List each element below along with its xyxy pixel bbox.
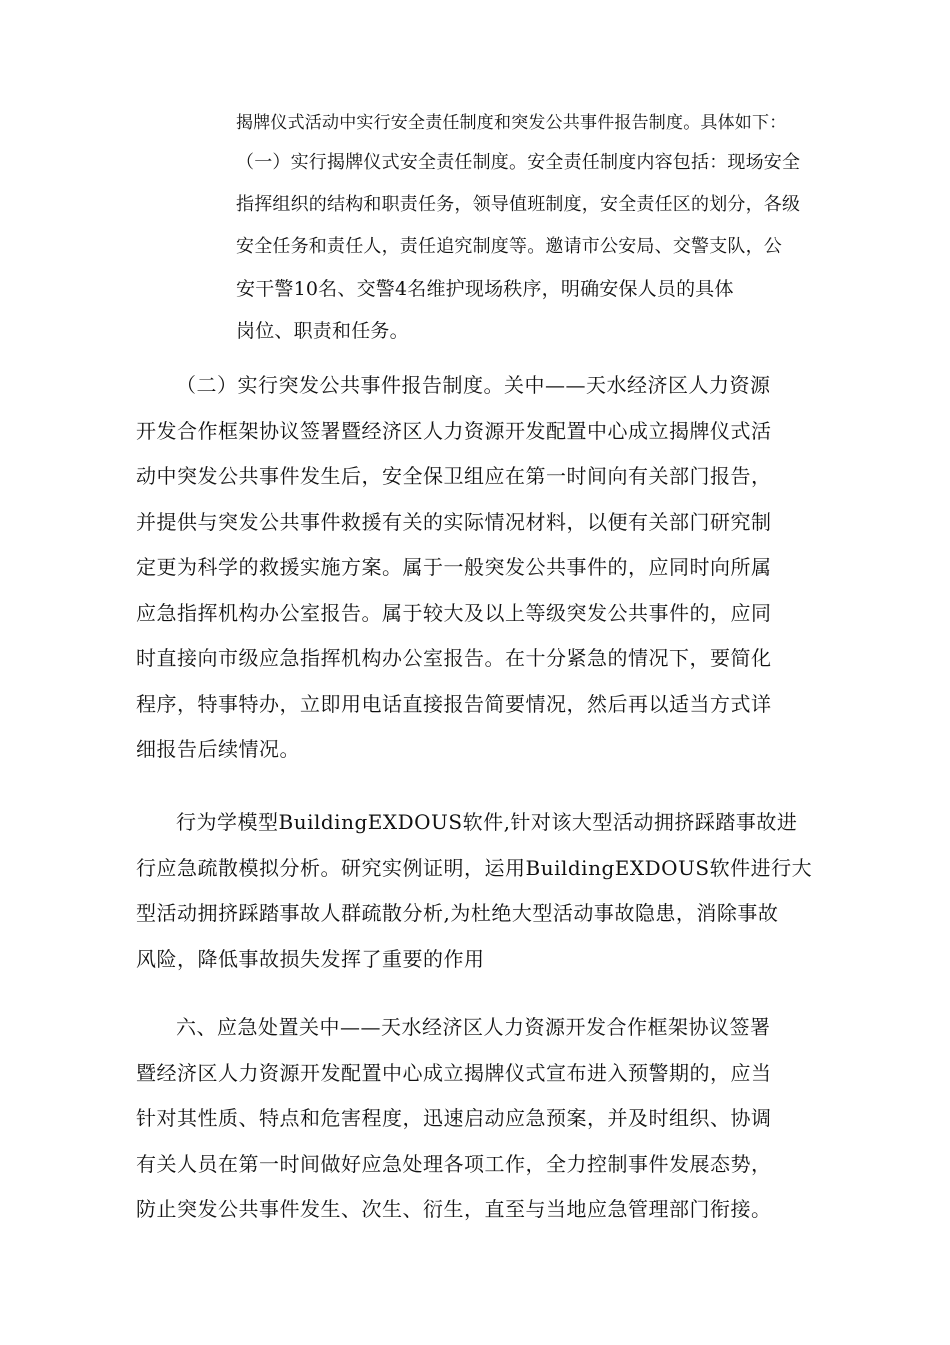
text-line: 岗位、职责和任务。: [236, 320, 409, 342]
section-three-paragraph: [136, 800, 836, 982]
text-line: 六、应急处置关中——天水经济区人力资源开发合作框架协议签署: [176, 1015, 771, 1039]
text-line: 揭牌仪式活动中实行安全责任制度和突发公共事件报告制度。具体如下：: [236, 113, 787, 133]
text-line: 防止突发公共事件发生、次生、衍生，直至与当地应急管理部门衔接。: [136, 1197, 772, 1221]
text-line: 暨经济区人力资源开发配置中心成立揭牌仪式宣布进入预警期的，应当: [136, 1060, 772, 1085]
text-line: （一）实行揭牌仪式安全责任制度。安全责任制度内容包括：现场安全: [236, 152, 801, 173]
text-line: 应急指挥机构办公室报告。属于较大及以上等级突发公共事件的，应同: [136, 600, 772, 625]
section-one-block: [236, 104, 836, 352]
text-line: 风险，降低事故损失发挥了重要的作用: [136, 946, 485, 971]
text-line: 行为学模型BuildingEXDOUS软件,针对该大型活动拥挤踩踏事故进: [176, 810, 798, 834]
text-line: 定更为科学的救援实施方案。属于一般突发公共事件的，应同时向所属: [136, 555, 772, 579]
section-four-paragraph: [136, 1005, 836, 1233]
text-line: 并提供与突发公共事件救援有关的实际情况材料，以便有关部门研究制: [136, 509, 772, 534]
text-line: 指挥组织的结构和职责任务，领导值班制度，安全责任区的划分，各级: [236, 194, 801, 215]
text-line: 安全任务和责任人，责任追究制度等。邀请市公安局、交警支队，公: [236, 236, 782, 257]
text-line: 程序，特事特办，立即用电话直接报告简要情况，然后再以适当方式详: [136, 691, 772, 716]
text-line: 开发合作框架协议签署暨经济区人力资源开发配置中心成立揭牌仪式活: [136, 418, 772, 443]
text-line: 型活动拥挤踩踏事故人群疏散分析,为杜绝大型活动事故隐患，消除事故: [136, 901, 779, 925]
text-line: 有关人员在第一时间做好应急处理各项工作，全力控制事件发展态势，: [136, 1151, 772, 1176]
text-line: 细报告后续情况。: [136, 737, 300, 761]
text-line: 针对其性质、特点和危害程度，迅速启动应急预案，并及时组织、协调: [136, 1106, 772, 1130]
text-line: （二）实行突发公共事件报告制度。关中——天水经济区人力资源: [176, 373, 771, 397]
text-line: 动中突发公共事件发生后，安全保卫组应在第一时间向有关部门报告，: [136, 464, 772, 488]
text-line: 安干警10名、交警4名维护现场秩序，明确安保人员的具体: [236, 278, 734, 300]
section-two-paragraph: [136, 363, 836, 773]
text-line: 时直接向市级应急指挥机构办公室报告。在十分紧急的情况下，要简化: [136, 646, 772, 670]
text-line: 行应急疏散模拟分析。研究实例证明，运用BuildingEXDOUS软件进行大: [136, 855, 813, 880]
